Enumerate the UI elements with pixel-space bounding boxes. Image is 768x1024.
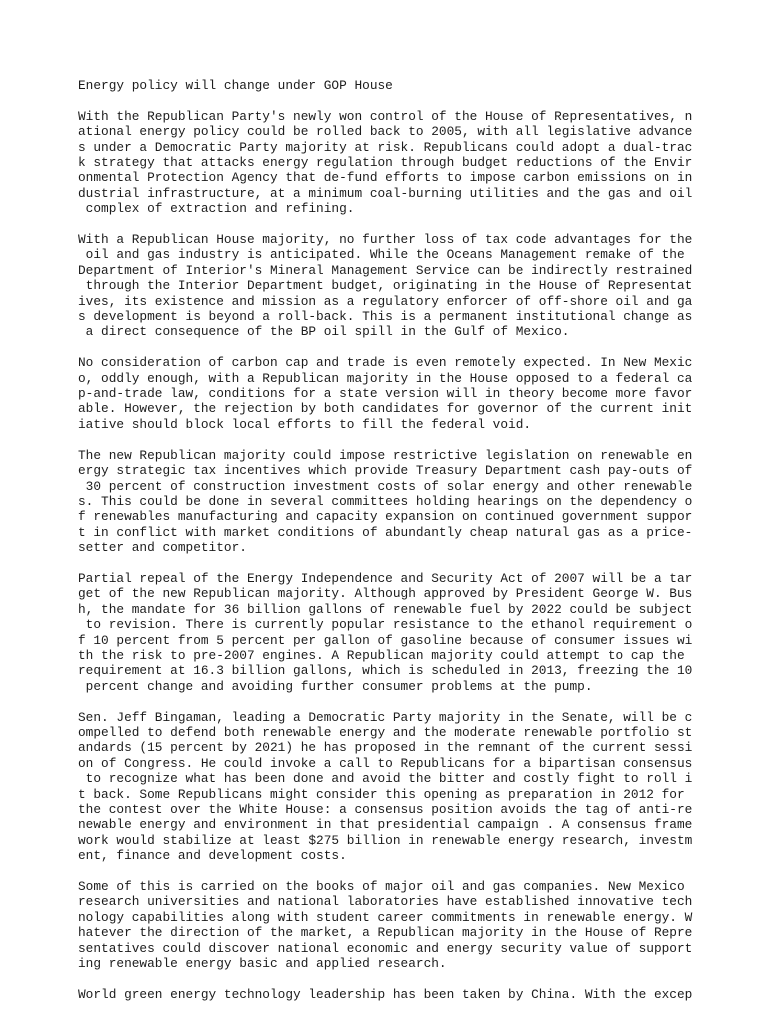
text-line: setter and competitor. xyxy=(78,540,247,556)
text-line: s development is beyond a roll-back. This is a permanent institutional change as xyxy=(78,309,693,325)
paragraph xyxy=(78,987,698,1002)
text-line: to recognize what has been done and avoid the bitter and costly fight to roll i xyxy=(78,771,693,787)
text-line: iative should block local efforts to fill the federal void. xyxy=(78,416,532,432)
paragraph xyxy=(78,710,698,864)
text-line: get of the new Republican majority. Although approved by President George W. Bus xyxy=(78,586,693,602)
text-line: World green energy technology leadership has been taken by China. With the excep xyxy=(78,986,693,1002)
text-line: p-and-trade law, conditions for a state version will in theory become more favor xyxy=(78,386,693,402)
text-line: sentatives could discover national economic and energy security value of support xyxy=(78,940,693,956)
text-line: No consideration of carbon cap and trade is even remotely expected. In New Mexic xyxy=(78,355,693,371)
text-line: Department of Interior's Mineral Management Service can be indirectly restrained xyxy=(78,262,693,278)
document-body xyxy=(78,78,698,1018)
paragraph xyxy=(78,109,698,217)
text-line: complex of extraction and refining. xyxy=(78,201,355,217)
paragraph xyxy=(78,232,698,340)
paragraph xyxy=(78,448,698,556)
text-line: Partial repeal of the Energy Independence and Security Act of 2007 will be a tar xyxy=(78,570,693,586)
text-line: Some of this is carried on the books of major oil and gas companies. New Mexico xyxy=(78,879,685,895)
text-line: s. This could be done in several committees holding hearings on the dependency o xyxy=(78,493,693,509)
text-line: research universities and national laboratories have established innovative tech xyxy=(78,894,693,910)
text-line: Sen. Jeff Bingaman, leading a Democratic Party majority in the Senate, will be c xyxy=(78,709,693,725)
text-line: percent change and avoiding further consumer problems at the pump. xyxy=(78,678,593,694)
text-line: k strategy that attacks energy regulation through budget reductions of the Envir xyxy=(78,155,693,171)
text-line: 30 percent of construction investment costs of solar energy and other renewable xyxy=(78,478,693,494)
text-line: With the Republican Party's newly won control of the House of Representatives, n xyxy=(78,108,693,124)
text-line: work would stabilize at least $275 billion in renewable energy research, investm xyxy=(78,832,693,848)
text-line: to revision. There is currently popular resistance to the ethanol requirement o xyxy=(78,617,693,633)
text-line: able. However, the rejection by both candidates for governor of the current init xyxy=(78,401,693,417)
text-line: newable energy and environment in that presidential campaign . A consensus frame xyxy=(78,817,693,833)
text-line: the contest over the White House: a consensus position avoids the tag of anti-re xyxy=(78,802,693,817)
text-line: t back. Some Republicans might consider this opening as preparation in 2012 for xyxy=(78,786,685,802)
text-line: o, oddly enough, with a Republican majority in the House opposed to a federal ca xyxy=(78,370,693,386)
paragraph xyxy=(78,571,698,694)
text-line: onmental Protection Agency that de-fund efforts to impose carbon emissions on in xyxy=(78,170,693,186)
text-line: dustrial infrastructure, at a minimum coal-burning utilities and the gas and oil xyxy=(78,185,693,201)
text-line: ives, its existence and mission as a regulatory enforcer of off-shore oil and ga xyxy=(78,293,693,309)
text-line: ompelled to defend both renewable energy and the moderate renewable portfolio st xyxy=(78,724,693,740)
text-line: oil and gas industry is anticipated. While the Oceans Management remake of the xyxy=(78,247,685,263)
text-line: ergy strategic tax incentives which provide Treasury Department cash pay-outs of xyxy=(78,463,693,479)
text-line: requirement at 16.3 billion gallons, which is scheduled in 2013, freezing the 10 xyxy=(78,663,693,679)
text-line: The new Republican majority could impose restrictive legislation on renewable en xyxy=(78,447,693,463)
paragraph xyxy=(78,355,698,432)
text-line: f renewables manufacturing and capacity expansion on continued government suppor xyxy=(78,509,693,525)
text-line: andards (15 percent by 2021) he has proposed in the remnant of the current sessi xyxy=(78,740,693,756)
text-line: ent, finance and development costs. xyxy=(78,848,347,864)
paragraph-list xyxy=(78,109,698,1002)
text-line: nology capabilities along with student career commitments in renewable energy. W xyxy=(78,909,693,925)
text-line: f 10 percent from 5 percent per gallon of gasoline because of consumer issues wi xyxy=(78,632,693,648)
text-line: s under a Democratic Party majority at risk. Republicans could adopt a dual-trac xyxy=(78,139,693,155)
text-line: With a Republican House majority, no further loss of tax code advantages for the xyxy=(78,232,693,248)
text-line: t in conflict with market conditions of abundantly cheap natural gas as a price- xyxy=(78,524,693,540)
text-line: h, the mandate for 36 billion gallons of renewable fuel by 2022 could be subject xyxy=(78,601,693,617)
text-line: ing renewable energy basic and applied research. xyxy=(78,956,447,972)
text-line: on of Congress. He could invoke a call to Republicans for a bipartisan consensus xyxy=(78,755,693,771)
document-title: Energy policy will change under GOP House xyxy=(78,78,393,93)
text-line: ational energy policy could be rolled back to 2005, with all legislative advance xyxy=(78,124,693,140)
text-line: through the Interior Department budget, originating in the House of Representat xyxy=(78,278,693,294)
text-line: th the risk to pre-2007 engines. A Republican majority could attempt to cap the xyxy=(78,647,685,663)
text-line: hatever the direction of the market, a Republican majority in the House of Repre xyxy=(78,925,693,941)
paragraph xyxy=(78,879,698,971)
text-line: a direct consequence of the BP oil spill in the Gulf of Mexico. xyxy=(78,324,570,340)
